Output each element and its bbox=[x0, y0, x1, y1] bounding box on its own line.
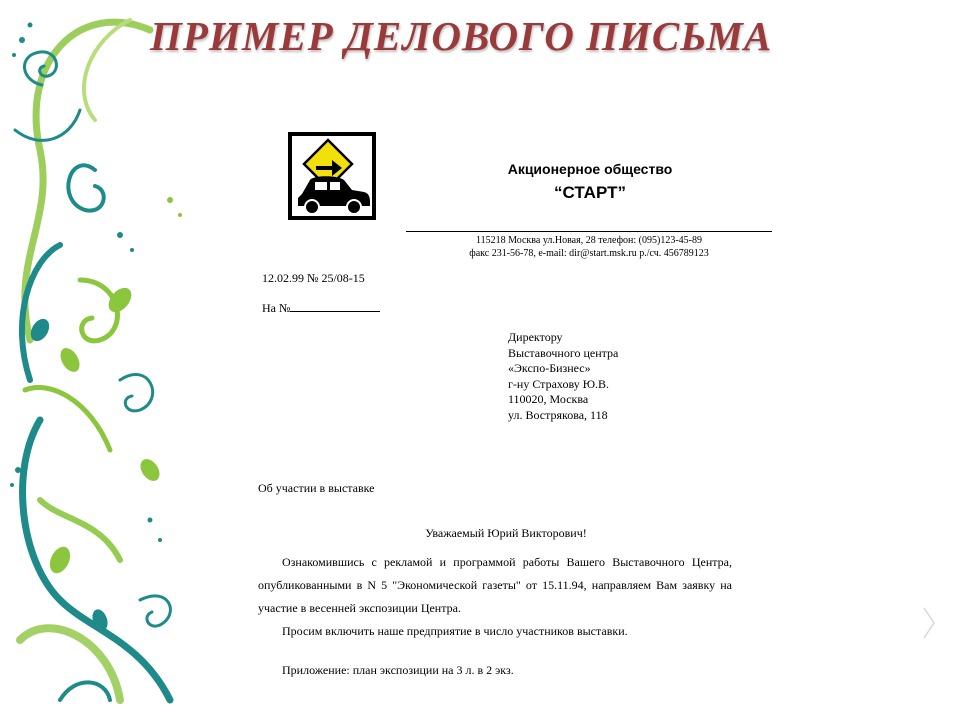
reply-prefix: На № bbox=[262, 301, 291, 315]
letter-body bbox=[258, 551, 732, 620]
salutation: Уважаемый Юрий Викторович! bbox=[425, 526, 587, 540]
company-type: Акционерное общество bbox=[507, 161, 673, 177]
address-line-2: факс 231-56-78, e-mail: dir@start.msk.ru р./сч. 456789123 bbox=[469, 248, 709, 259]
recipient-line: ул. Вострякова, 118 bbox=[508, 407, 608, 422]
recipient-line: «Экспо-Бизнес» bbox=[508, 361, 591, 375]
recipient-line: г-ну Страхову Ю.В. bbox=[508, 376, 610, 391]
letter-subject: Об участии в выставке bbox=[258, 481, 375, 495]
date-number: 12.02.99 № 25/08-15 bbox=[262, 271, 365, 285]
company-address bbox=[406, 234, 772, 260]
page-corner-mark bbox=[922, 606, 936, 640]
paragraph-2: Просим включить наше предприятие в число участников выставки. bbox=[282, 624, 628, 638]
letterhead-divider bbox=[406, 231, 772, 232]
recipient-line: 110020, Москва bbox=[508, 392, 589, 406]
paragraph-1: Ознакомившись с рекламой и программой работы Вашего Выставочного Центра, опубликованными в N 5 "Экономической газеты" от 15.11.94, направляем Вам заявку на участие в весенней экспозиции Центра. bbox=[258, 555, 732, 615]
recipient-line: Директору bbox=[508, 330, 563, 344]
car-road-sign-icon bbox=[288, 132, 376, 220]
reply-reference bbox=[262, 300, 380, 316]
slide-title: ПРИМЕР ДЕЛОВОГО ПИСЬМА bbox=[150, 13, 773, 59]
address-line-1: 115218 Москва ул.Новая, 28 телефон: (095)123-45-89 bbox=[475, 235, 703, 246]
company-title: “СТАРТ” bbox=[554, 183, 626, 202]
reply-number-blank bbox=[290, 300, 380, 312]
recipient-line: Выставочного центра bbox=[508, 345, 619, 360]
company-name bbox=[440, 160, 740, 206]
decorative-swirl-border bbox=[0, 0, 200, 720]
attachment-note: Приложение: план экспозиции на 3 л. в 2 экз. bbox=[282, 663, 514, 677]
recipient-block bbox=[508, 330, 618, 423]
